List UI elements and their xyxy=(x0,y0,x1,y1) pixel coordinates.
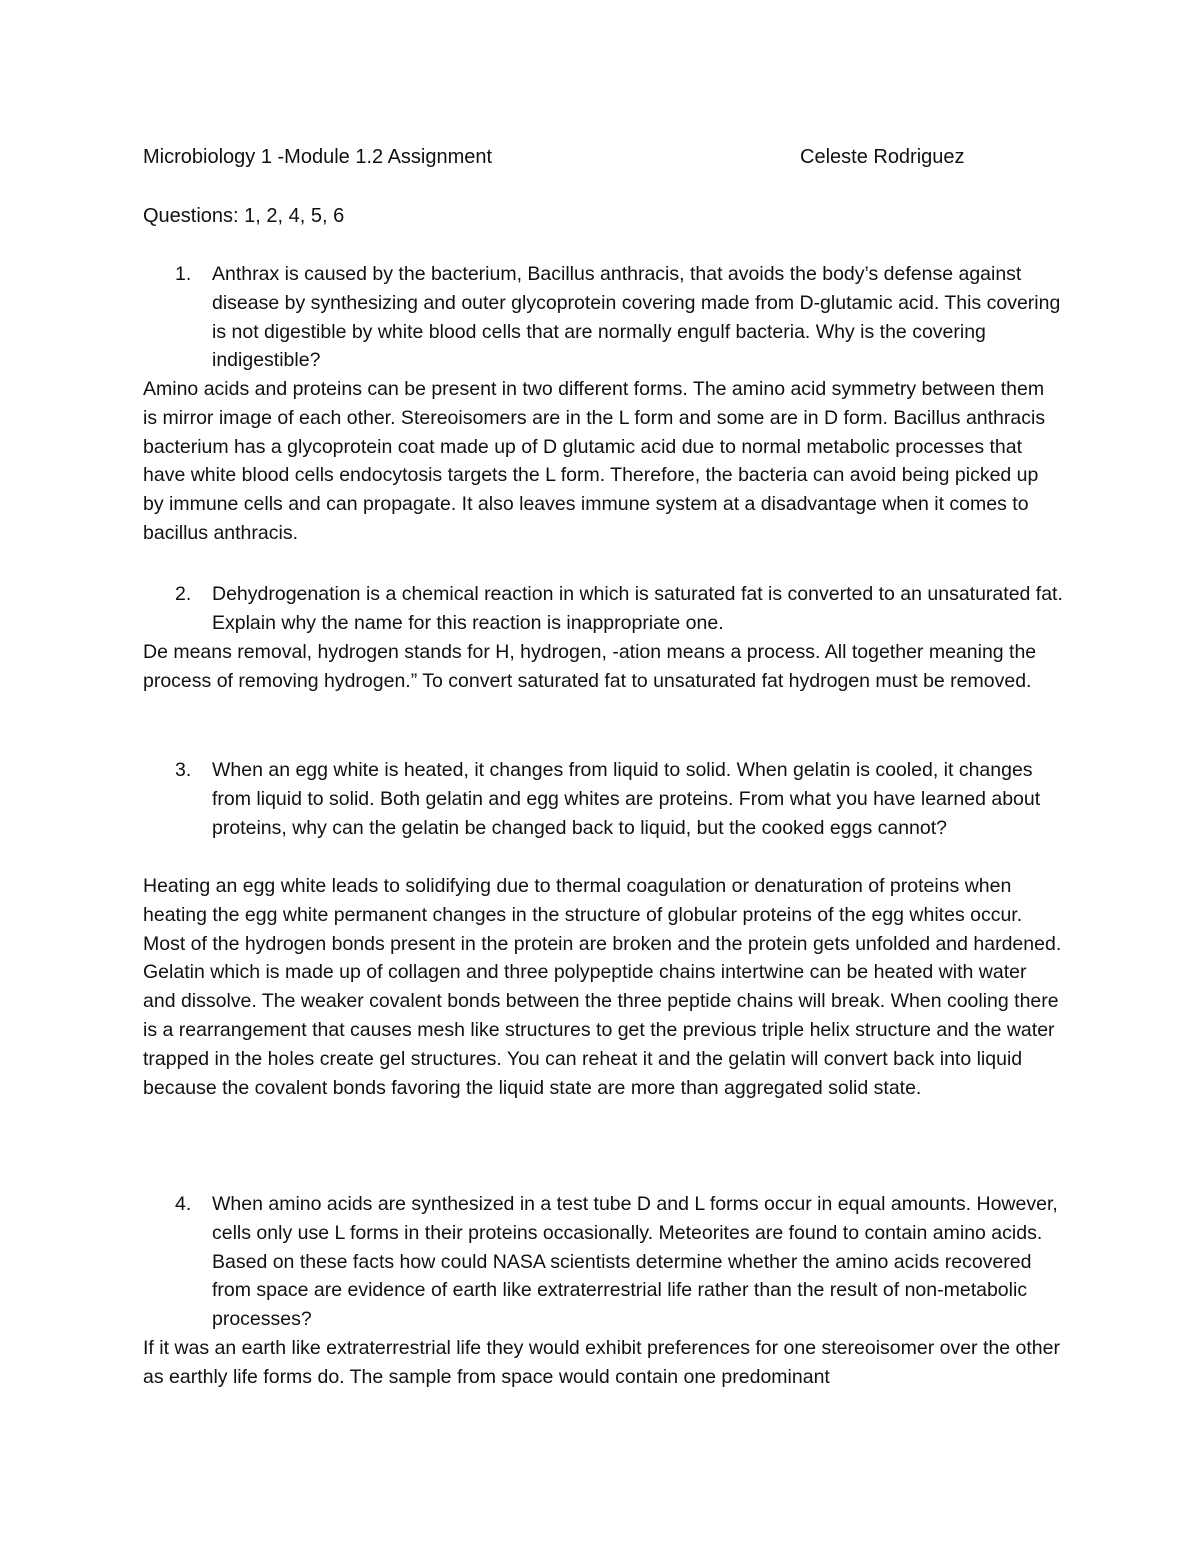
question-text: When amino acids are synthesized in a test tube D and L forms occur in equal amounts. However, cells only use L forms in their proteins occasionally. Meteorites are found to contain amino acids. Based on these facts how could NASA scientists determine whether the amino acids recovered from space are evidence of earth like extraterrestrial life rather than the result of non-metabolic processes? xyxy=(212,1193,1058,1331)
question-text: When an egg white is heated, it changes from liquid to solid. When gelatin is cooled, it changes from liquid to solid. Both gelatin and egg whites are proteins. From what you have learned about proteins, why can the gelatin be changed back to liquid, but the cooked eggs cannot? xyxy=(212,759,1041,839)
answer-2: De means removal, hydrogen stands for H, hydrogen, -ation means a process. All together meaning the process of removing hydrogen.” To convert saturated fat to unsaturated fat hydrogen must be removed. xyxy=(143,641,1037,692)
question-text: Dehydrogenation is a chemical reaction in which is saturated fat is converted to an unsaturated fat. Explain why the name for this reaction is inappropriate one. xyxy=(212,583,1063,634)
question-number: 1. xyxy=(175,263,192,285)
question-3 xyxy=(143,756,1063,842)
answer-1: Amino acids and proteins can be present in two different forms. The amino acid symmetry between them is mirror image of each other. Stereoisomers are in the L form and some are in D form. Bacillus anthracis bacterium has a glycoprotein coat made up of D glutamic acid due to normal metabolic processes that have white blood cells endocytosis targets the L form. Therefore, the bacteria can avoid being picked up by immune cells and can propagate. It also leaves immune system at a disadvantage when it comes to bacillus anthracis. xyxy=(143,378,1046,544)
questions-list-line: Questions: 1, 2, 4, 5, 6 xyxy=(143,205,345,227)
document-title: Microbiology 1 -Module 1.2 Assignment xyxy=(143,146,493,168)
question-2 xyxy=(143,580,1063,638)
answer-4: If it was an earth like extraterrestrial life they would exhibit preferences for one stereoisomer over the other as earthly life forms do. The sample from space would contain one predominant xyxy=(143,1337,1060,1388)
question-number: 3. xyxy=(175,759,192,781)
author-name: Celeste Rodriguez xyxy=(800,146,965,168)
question-1 xyxy=(143,260,1063,375)
question-text: Anthrax is caused by the bacterium, Bacillus anthracis, that avoids the body’s defense against disease by synthesizing and outer glycoprotein covering made from D-glutamic acid. This covering is not digestible by white blood cells that are normally engulf bacteria. Why is the covering indigestible? xyxy=(212,263,1061,372)
question-4 xyxy=(143,1190,1063,1334)
answer-3: Heating an egg white leads to solidifying due to thermal coagulation or denaturation of proteins when heating the egg white permanent changes in the structure of globular proteins of the egg whites occur. Most of the hydrogen bonds present in the protein are broken and the protein gets unfolded and hardened. Gelatin which is made up of collagen and three polypeptide chains intertwine can be heated with water and dissolve. The weaker covalent bonds between the three peptide chains will break. When cooling there is a rearrangement that causes mesh like structures to get the previous triple helix structure and the water trapped in the holes create gel structures. You can reheat it and the gelatin will convert back into liquid because the covalent bonds favoring the liquid state are more than aggregated solid state. xyxy=(143,875,1062,1099)
question-number: 2. xyxy=(175,583,192,605)
question-number: 4. xyxy=(175,1193,192,1215)
